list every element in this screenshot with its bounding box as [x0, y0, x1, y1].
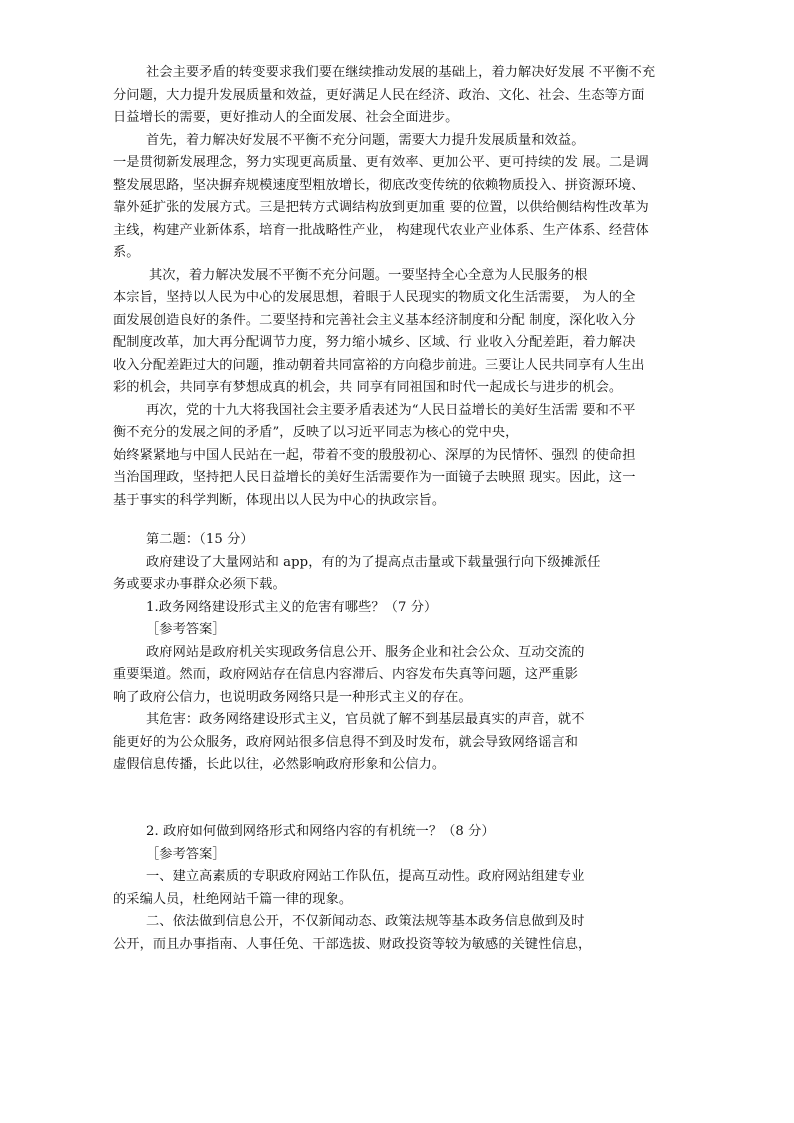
question-heading: 第二题：（15 分） — [146, 532, 254, 547]
paragraph-line: 配制度改革，加大再分配调节力度，努力缩小城乡、区域、行 业收入分配差距，着力解决 — [113, 335, 636, 350]
paragraph-line: 其次，着力解决发展不平衡不充分问题。一要坚持全心全意为人民服务的根 — [149, 268, 588, 283]
paragraph-line: 面发展创造良好的条件。二要坚持和完善社会主义基本经济制度和分配 制度，深化收入分 — [113, 313, 636, 328]
paragraph-line: 虚假信息传播，长此以往，必然影响政府形象和公信力。 — [113, 757, 446, 772]
sub-question: 2. 政府如何做到网络形式和网络内容的有机统一？（8 分） — [146, 824, 495, 839]
paragraph-line: 再次，党的十九大将我国社会主要矛盾表述为“人民日益增长的美好生活需 要和不平 — [146, 403, 636, 418]
answer-label: ［参考答案］ — [146, 622, 226, 637]
paragraph-line: 收入分配差距过大的问题，推动朝着共同富裕的方向稳步前进。三要让人民共同享有人生出 — [113, 358, 645, 373]
paragraph-line: 本宗旨，坚持以人民为中心的发展思想，着眼于人民现实的物质文化生活需要， 为人的全 — [113, 290, 636, 305]
paragraph-line: 衡不充分的发展之间的矛盾”，反映了以习近平同志为核心的党中央， — [113, 425, 519, 440]
paragraph-line: 彩的机会，共同享有梦想成真的机会，共 同享有同祖国和时代一起成长与进步的机会。 — [113, 380, 623, 395]
paragraph-line: 其危害：政务网络建设形式主义，官员就了解不到基层最真实的声音，就不 — [146, 712, 585, 727]
paragraph-line: 政府建设了大量网站和 app，有的为了提高点击量或下载量强行向下级摊派任 — [146, 555, 601, 570]
paragraph-line: 分问题，大力提升发展质量和效益，更好满足人民在经济、政治、文化、社会、生态等方面 — [113, 88, 645, 103]
paragraph-line: 务或要求办事群众必须下载。 — [113, 577, 286, 592]
paragraph-line: 一是贯彻新发展理念，努力实现更高质量、更有效率、更加公平、更可持续的发 展。二是调 — [113, 155, 649, 170]
paragraph-line: 政府网站是政府机关实现政务信息公开、服务企业和社会公众、互动交流的 — [146, 645, 585, 660]
sub-question: 1.政务网络建设形式主义的危害有哪些？（7 分） — [146, 600, 438, 615]
paragraph-line: 能更好的为公众服务，政府网站很多信息得不到及时发布，就会导致网络谣言和 — [113, 735, 579, 750]
paragraph-line: 首先，着力解决好发展不平衡不充分问题，需要大力提升发展质量和效益。 — [146, 133, 585, 148]
paragraph-line: 社会主要矛盾的转变要求我们要在继续推动发展的基础上，着力解决好发展 不平衡不充 — [146, 65, 656, 80]
paragraph-line: 系。 — [113, 245, 140, 260]
answer-label: ［参考答案］ — [146, 847, 226, 862]
paragraph-line: 当治国理政，坚持把人民日益增长的美好生活需要作为一面镜子去映照 现实。因此，这一 — [113, 470, 636, 485]
paragraph-line: 重要渠道。然而，政府网站存在信息内容滞后、内容发布失真等问题，这严重影 — [113, 667, 579, 682]
paragraph-line: 二、依法做到信息公开，不仅新闻动态、政策法规等基本政务信息做到及时 — [146, 914, 585, 929]
paragraph-line: 的采编人员，杜绝网站千篇一律的现象。 — [113, 892, 353, 907]
paragraph-line: 日益增长的需要，更好推动人的全面发展、社会全面进步。 — [113, 110, 459, 125]
paragraph-line: 响了政府公信力，也说明政务网络只是一种形式主义的存在。 — [113, 690, 472, 705]
paragraph-line: 始终紧紧地与中国人民站在一起，带着不变的殷殷初心、深厚的为民情怀、强烈 的使命担 — [113, 448, 636, 463]
paragraph-line: 公开，而且办事指南、人事任免、干部选拔、财政投资等较为敏感的关键性信息， — [113, 937, 592, 952]
paragraph-line: 一、建立高素质的专职政府网站工作队伍，提高互动性。政府网站组建专业 — [146, 869, 585, 884]
paragraph-line: 主线，构建产业新体系，培育一批战略性产业， 构建现代农业产业体系、生产体系、经营体 — [113, 223, 649, 238]
paragraph-line: 基于事实的科学判断，体现出以人民为中心的执政宗旨。 — [113, 493, 446, 508]
paragraph-line: 靠外延扩张的发展方式。三是把转方式调结构放到更加重 要的位置，以供给侧结构性改革为 — [113, 200, 649, 215]
paragraph-line: 整发展思路，坚决摒弃规模速度型粗放增长，彻底改变传统的依赖物质投入、拼资源环境、 — [113, 178, 645, 193]
